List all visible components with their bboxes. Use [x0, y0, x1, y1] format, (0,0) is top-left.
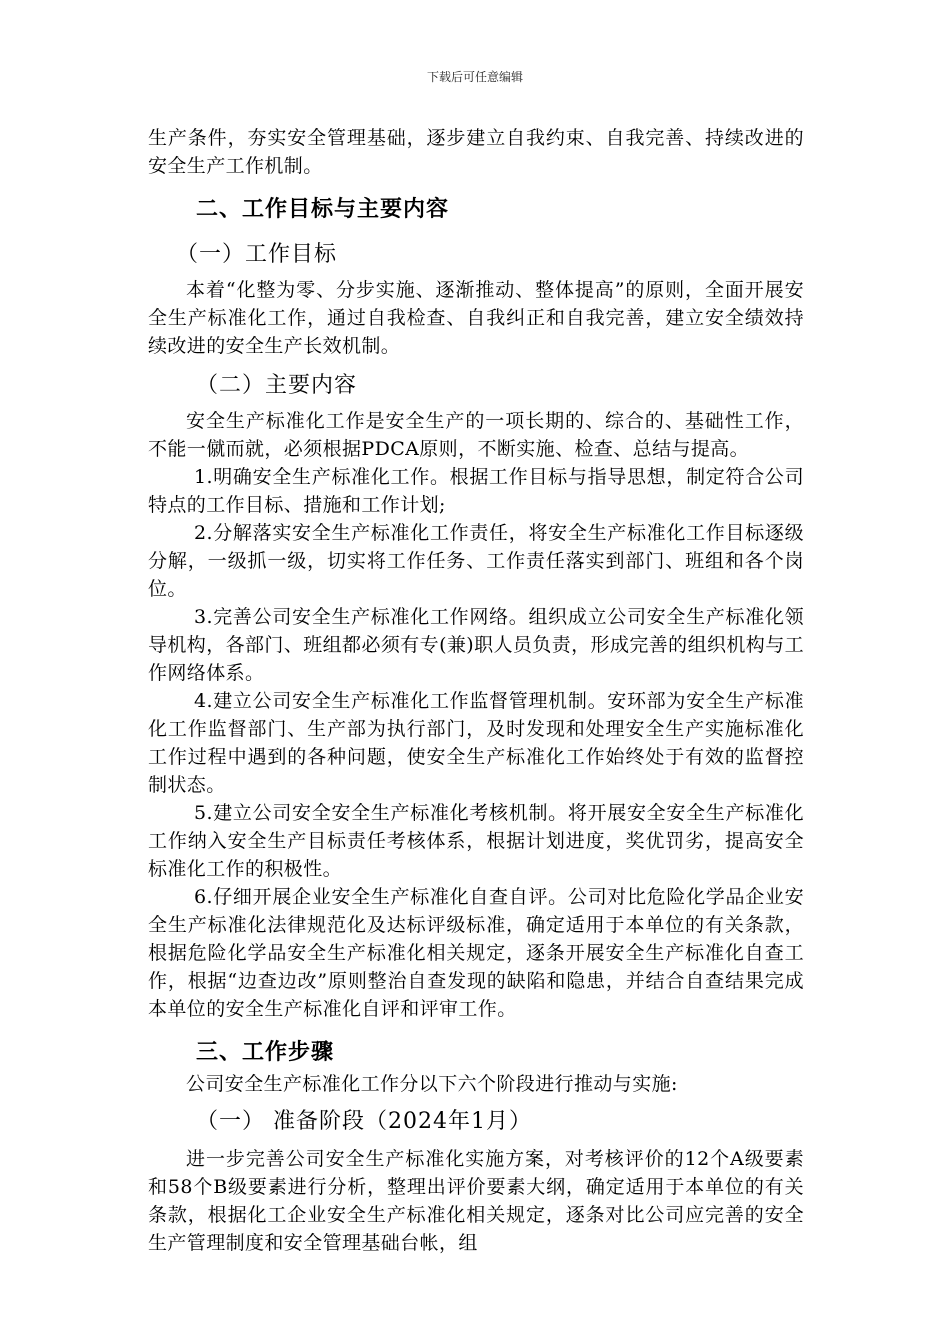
list-item: 3.完善公司安全生产标准化工作网络。组织成立公司安全生产标准化领导机构，各部门、班组都必须有专(兼)职人员负责，形成完善的组织机构与工作网络体系。 — [148, 606, 804, 684]
document-body — [148, 124, 804, 1257]
list-item: 1.明确安全生产标准化工作。根据工作目标与指导思想，制定符合公司特点的工作目标、措施和工作计划; — [148, 466, 804, 516]
heading-section-2: 二、工作目标与主要内容 — [196, 197, 450, 222]
heading-preparation-stage: （一） 准备阶段（2024年1月） — [196, 1109, 532, 1134]
heading-main-content: （二）主要内容 — [196, 373, 358, 398]
paragraph-main-content: 安全生产标准化工作是安全生产的一项长期的、综合的、基础性工作，不能一僦而就，必须根据PDCA原则，不断实施、检查、总结与提高。 — [148, 410, 804, 460]
paragraph-intro: 生产条件，夯实安全管理基础，逐步建立自我约束、自我完善、持续改进的安全生产工作机制。 — [148, 127, 804, 177]
list-item: 5.建立公司安全安全生产标准化考核机制。将开展安全安全生产标准化工作纳入安全生产目标责任考核体系，根据计划进度，奖优罚劣，提高安全标准化工作的积极性。 — [148, 802, 804, 880]
list-item: 2.分解落实安全生产标准化工作责任，将安全生产标准化工作目标逐级分解，一级抓一级，切实将工作任务、工作责任落实到部门、班组和各个岗位。 — [148, 522, 804, 600]
paragraph-steps-intro: 公司安全生产标准化工作分以下六个阶段进行推动与实施: — [186, 1073, 678, 1095]
list-item: 4.建立公司安全生产标准化工作监督管理机制。安环部为安全生产标准化工作监督部门、生产部为执行部门，及时发现和处理安全生产实施标准化工作过程中遇到的各种问题，使安全生产标准化工作始终处于有效的监督控制状态。 — [148, 690, 804, 796]
paragraph-work-goal: 本着“化整为零、分步实施、逐渐推动、整体提高”的原则，全面开展安全生产标准化工作，通过自我检查、自我纠正和自我完善，建立安全绩效持续改进的安全生产长效机制。 — [148, 279, 804, 357]
heading-section-3: 三、工作步骤 — [196, 1040, 335, 1065]
list-item: 6.仔细开展企业安全生产标准化自查自评。公司对比危险化学品企业安全生产标准化法律规范化及达标评级标准，确定适用于本单位的有关条款，根据危险化学品安全生产标准化相关规定，逐条开展安全生产标准化自查工作，根据“边查边改”原则整治自查发现的缺陷和隐患，并结合自查结果完成本单位的安全生产标准化自评和评审工作。 — [148, 886, 804, 1020]
heading-work-goal: （一）工作目标 — [176, 242, 338, 267]
page-header-note: 下载后可任意编辑 — [426, 70, 523, 84]
paragraph-preparation: 进一步完善公司安全生产标准化实施方案，对考核评价的12个A级要素和58个B级要素进行分析，整理出评价要素大纲，确定适用于本单位的有关条款，根据化工企业安全生产标准化相关规定，逐条对比公司应完善的安全生产管理制度和安全管理基础台帐，组 — [148, 1148, 804, 1254]
